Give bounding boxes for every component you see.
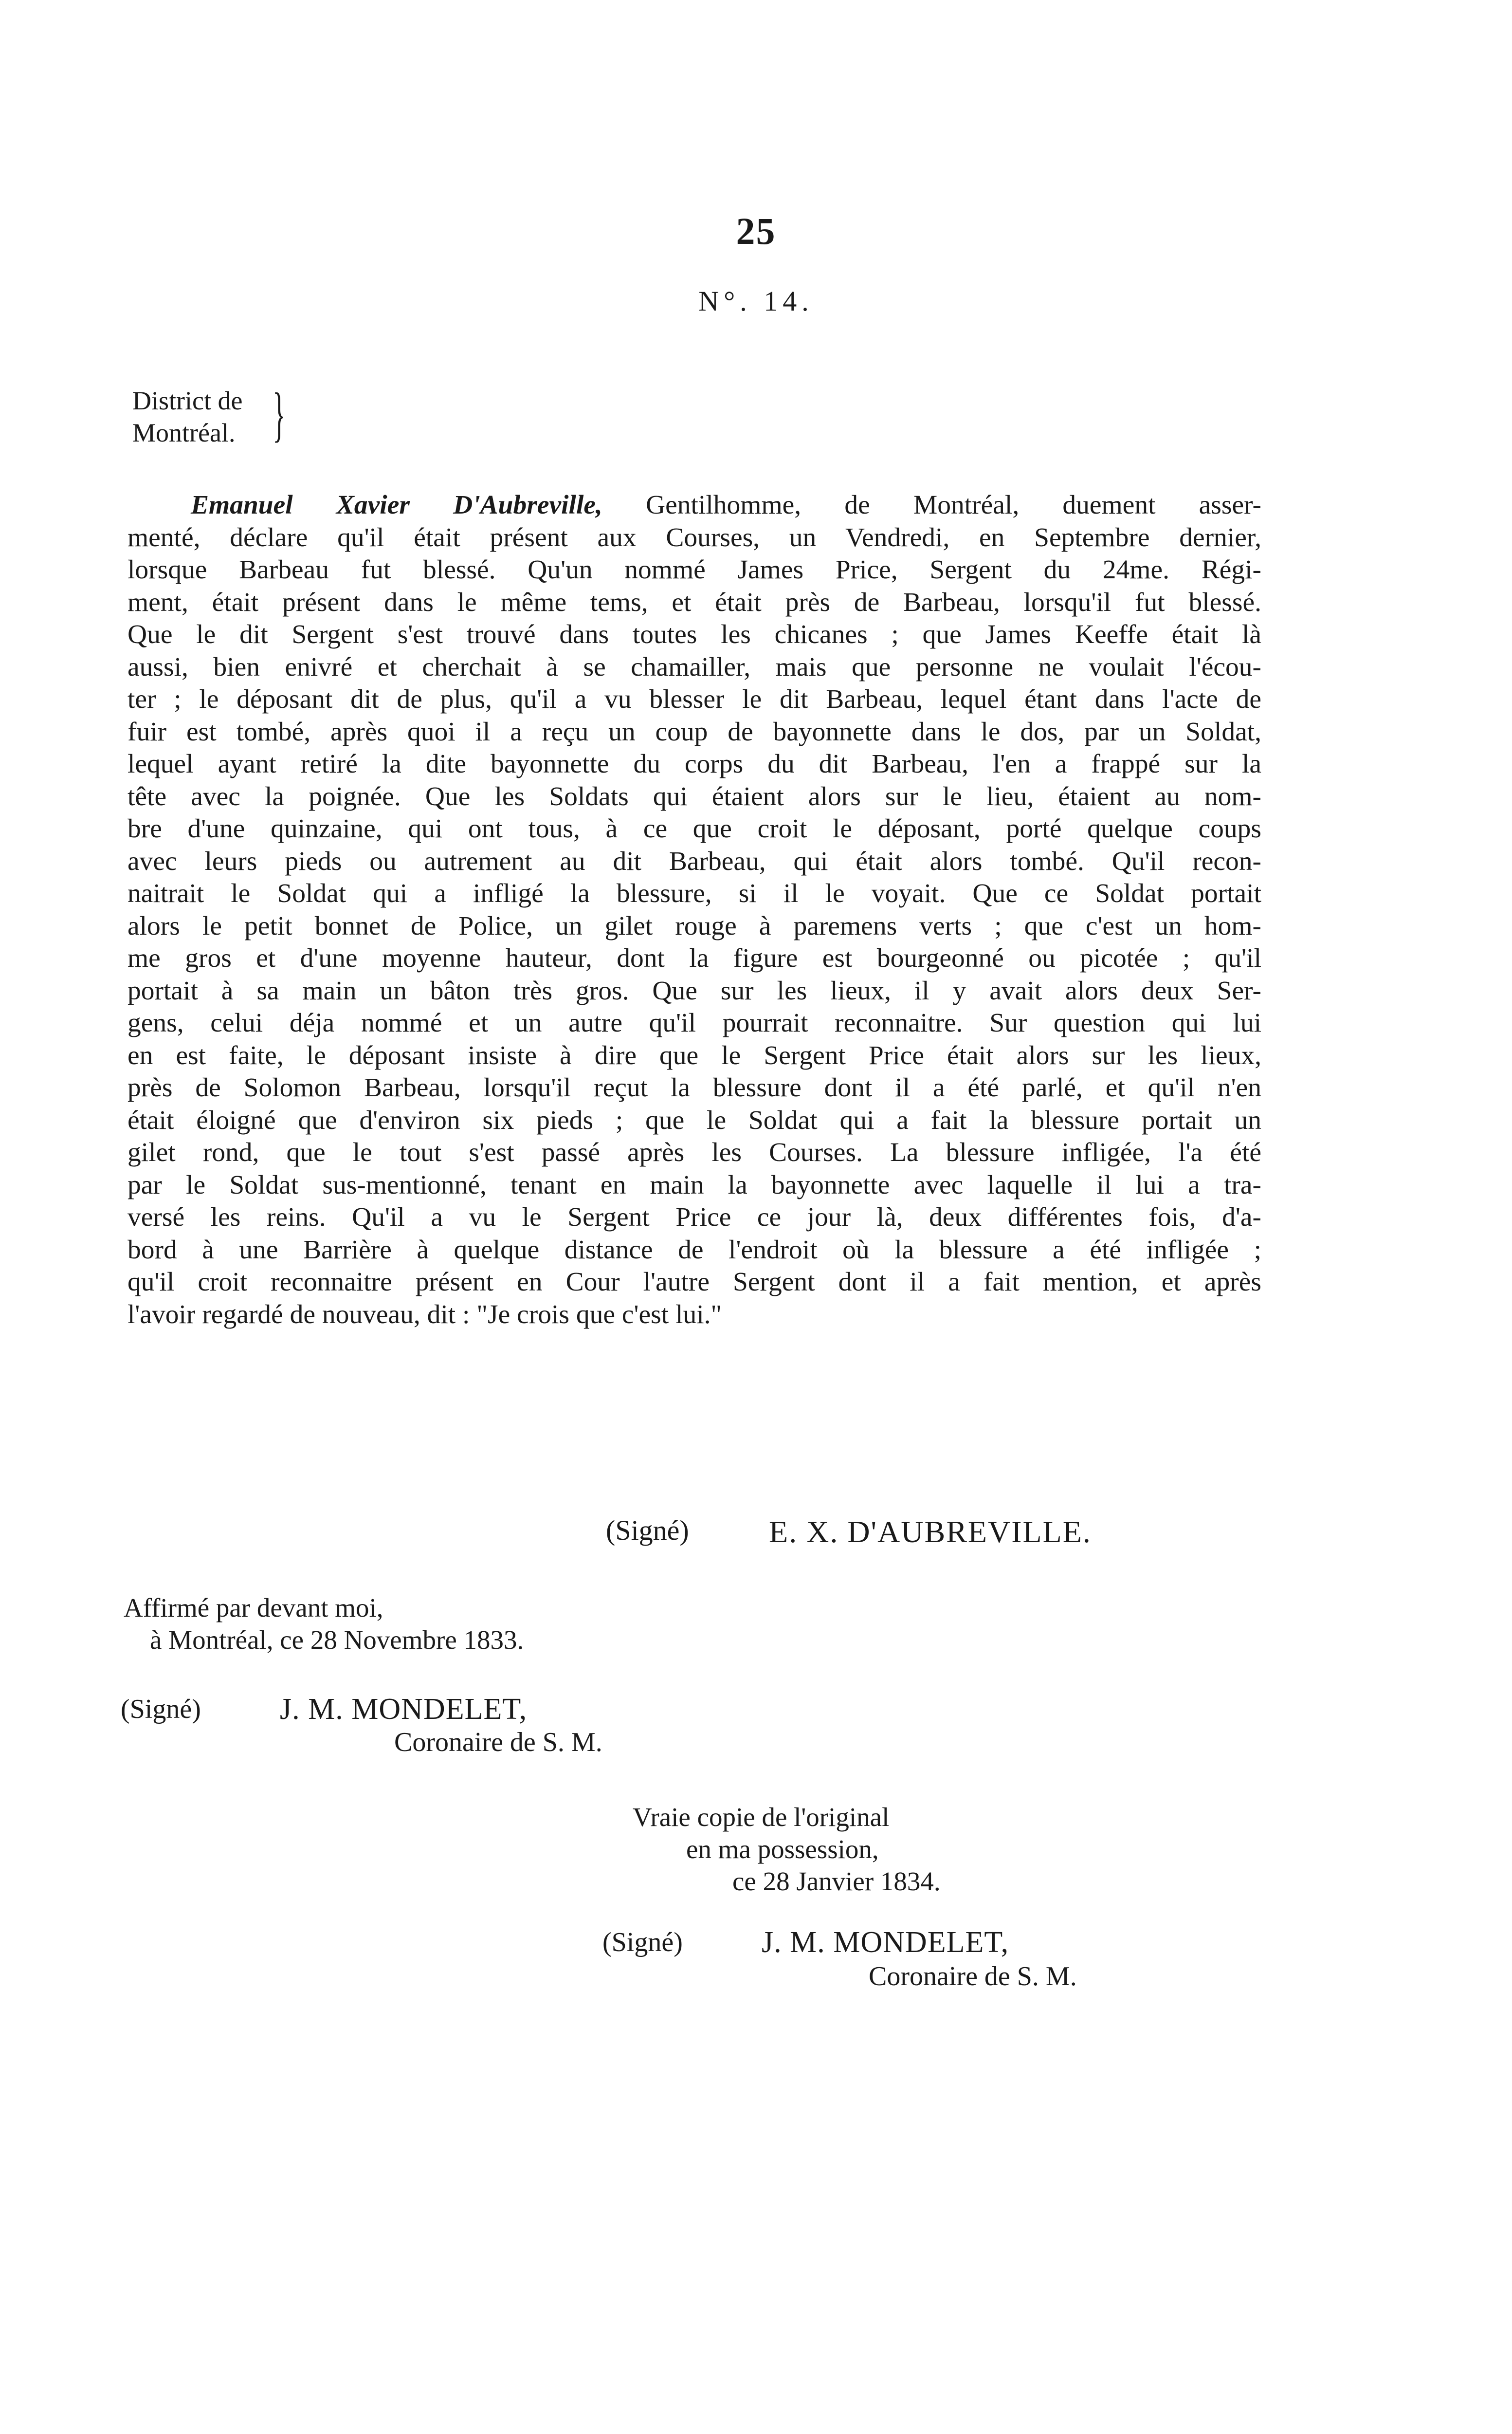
deponent-name: Emanuel Xavier D'Aubreville, [191, 490, 602, 520]
coroner-name: J. M. MONDELET, [762, 1926, 1009, 1959]
true-copy-line: Vraie copie de l'original [633, 1802, 890, 1832]
deposition-line: l'avoir regardé de nouveau, dit : "Je crois que c'est lui." [128, 1299, 722, 1329]
deposition-line: bord à une Barrière à quelque distance de l'endroit où la blessure a été infligée ; [128, 1235, 1261, 1265]
deposition-line: gilet rond, que le tout s'est passé après les Courses. La blessure infligée, l'a été [128, 1138, 1261, 1167]
coroner-name: J. M. MONDELET, [280, 1693, 528, 1726]
affirmation-line: Affirmé par devant moi, [124, 1593, 383, 1623]
deposition-line: menté, déclare qu'il était présent aux Courses, un Vendredi, en Septembre dernier, [128, 522, 1261, 553]
deposition-line: en est faite, le déposant insiste à dire que le Sergent Price était alors sur les lieux, [128, 1040, 1261, 1070]
deposition-line: lorsque Barbeau fut blessé. Qu'un nommé James Price, Sergent du 24me. Régi- [128, 555, 1261, 585]
deposition-line: naitrait le Soldat qui a infligé la blessure, si il le voyait. Que ce Soldat portait [128, 879, 1261, 908]
deposition-line: par le Soldat sus-mentionné, tenant en main la bayonnette avec laquelle il lui a tra- [128, 1170, 1261, 1200]
coroner-title: Coronaire de S. M. [394, 1727, 602, 1757]
deposition-line: bre d'une quinzaine, qui ont tous, à ce que croit le déposant, porté quelque coups [128, 814, 1261, 844]
document-number: N°. 14. [698, 285, 814, 317]
deposition-line: lequel ayant retiré la dite bayonnette du corps du dit Barbeau, l'en a frappé sur la [128, 749, 1261, 779]
deposition-text [128, 489, 1261, 1331]
page-number: 25 [736, 210, 776, 252]
deposition-line: fuir est tombé, après quoi il a reçu un coup de bayonnette dans le dos, par un Soldat, [128, 717, 1261, 747]
deponent-signature-name: E. X. D'AUBREVILLE. [769, 1514, 1092, 1549]
true-copy-line: en ma possession, [686, 1834, 879, 1864]
signed-label: (Signé) [602, 1927, 683, 1957]
deposition-line: versé les reins. Qu'il a vu le Sergent Price ce jour là, deux différentes fois, d'a- [128, 1202, 1261, 1232]
deposition-line: qu'il croit reconnaitre présent en Cour l'autre Sergent dont il a fait mention, et après [128, 1267, 1261, 1297]
deposition-line: Emanuel Xavier D'Aubreville, Gentilhomme, de Montréal, duement asser- [191, 490, 1261, 520]
district-line: District de [132, 386, 243, 415]
signed-label: (Signé) [606, 1514, 689, 1546]
deposition-line: était éloigné que d'environ six pieds ; que le Soldat qui a fait la blessure portait un [128, 1105, 1261, 1135]
district-heading [132, 385, 242, 449]
deposition-line: près de Solomon Barbeau, lorsqu'il reçut la blessure dont il a été parlé, et qu'il n'en [128, 1073, 1261, 1103]
district-name: Montréal. [132, 418, 236, 447]
deposition-line: ment, était présent dans le même tems, et était près de Barbeau, lorsqu'il fut blessé. [128, 587, 1261, 617]
district-brace: } [273, 381, 286, 448]
deposition-line: portait à sa main un bâton très gros. Que sur les lieux, il y avait alors deux Ser- [128, 976, 1261, 1006]
affirmation-place-date: à Montréal, ce 28 Novembre 1833. [150, 1625, 524, 1655]
deposition-line: gens, celui déja nommé et un autre qu'il pourrait reconnaitre. Sur question qui lui [128, 1008, 1261, 1038]
deposition-line: ter ; le déposant dit de plus, qu'il a vu blesser le dit Barbeau, lequel étant dans l'acte de [128, 684, 1261, 714]
affirmation [124, 1592, 524, 1656]
true-copy-date: ce 28 Janvier 1834. [732, 1866, 941, 1896]
deposition-line: Que le dit Sergent s'est trouvé dans toutes les chicanes ; que James Keeffe était là [128, 620, 1261, 649]
deposition-line: alors le petit bonnet de Police, un gilet rouge à paremens verts ; que c'est un hom- [128, 911, 1261, 941]
deposition-line: me gros et d'une moyenne hauteur, dont la figure est bourgeonné ou picotée ; qu'il [128, 943, 1261, 973]
true-copy-statement [633, 1801, 941, 1898]
deposition-line: aussi, bien enivré et cherchait à se chamailler, mais que personne ne voulait l'écou- [128, 652, 1261, 682]
deposition-line: avec leurs pieds ou autrement au dit Barbeau, qui était alors tombé. Qu'il recon- [128, 846, 1261, 876]
deposition-line: tête avec la poignée. Que les Soldats qui étaient alors sur le lieu, étaient au nom- [128, 781, 1261, 811]
signed-label: (Signé) [121, 1694, 201, 1724]
coroner-title: Coronaire de S. M. [869, 1961, 1077, 1991]
